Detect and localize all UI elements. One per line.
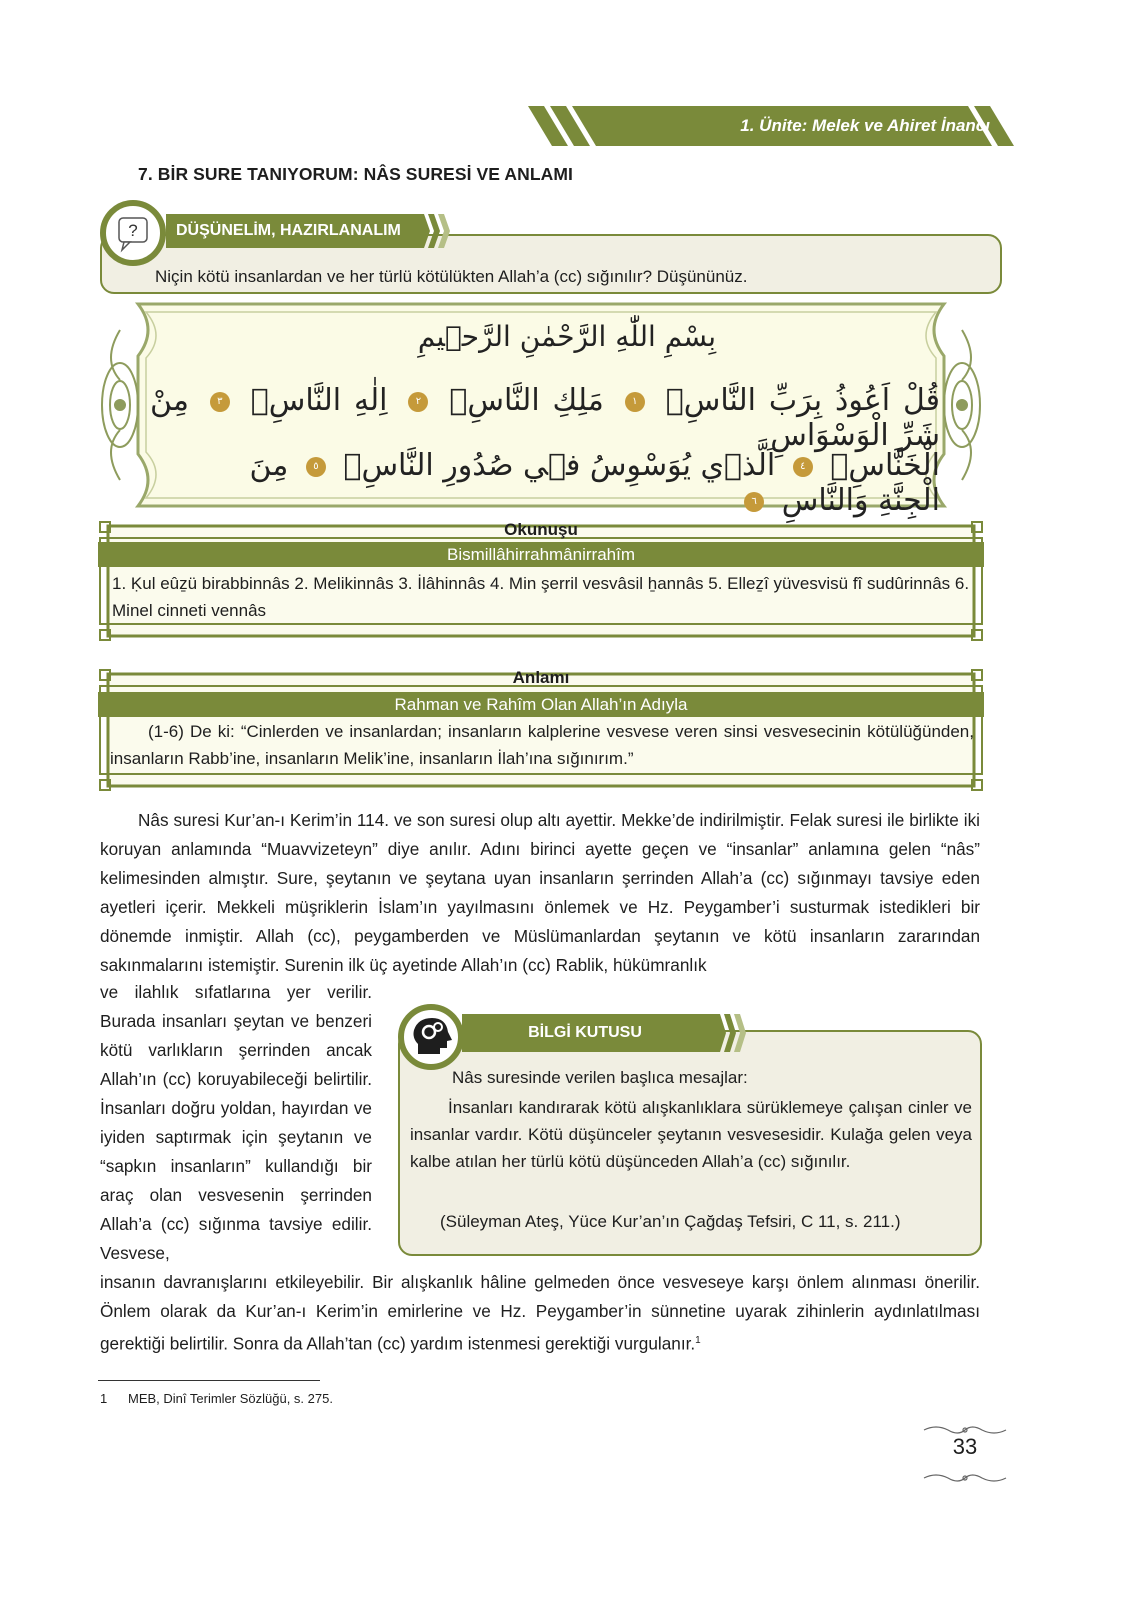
ayah-3: اِلٰهِ النَّاسِۙ (250, 383, 388, 418)
ayah-number-2: ٢ (408, 392, 428, 412)
meaning-title: Anlamı (512, 668, 570, 687)
ayah-5: اَلَّذ۪ي يُوَسْوِسُ ف۪ي صُدُورِ النَّاسِۙ (343, 448, 776, 483)
ayah-4-end: الْخَنَّاسِۙ (830, 448, 940, 483)
body-paragraph-top: Nâs suresi Kur’an-ı Kerim’in 114. ve son suresi olup altı ayettir. Mekke’de indirilmiştir. Felak suresi ile birlikte iki koruyan anlamında “Muavvizeteyn” diye anılır. Adını birinci ayette geçen ve “insanlar” anlamına gelen “nâs” kelimesinden almıştır. Sure, şeytanın ve şeytana uyan insanların şerrinden Allah’a (cc) sığınmayı tavsiye eden ayetleri içerir. Mekkeli müşriklerin İslam’ın yayılmasını önlemek ve Hz. Peygamber’i susturmak istedikleri bir dönemde inmiştir. Allah (cc), peygamberden ve Müslümanlardan şeytanın ve kötü insanların zararından sakınmalarını istemiştir. Surenin ilk üç ayetinde Allah’ın (cc) Rablik, hükümranlık (100, 810, 980, 975)
body-bottom-text: insanın davranışlarını etkileyebilir. Bir alışkanlık hâline gelmeden önce vesveseye karşı önlem alınması önerilir. Önlem olarak da Kur’an-ı Kerim’in emirlerine ve Hz. Peygamber’in sünnetine uyarak zihinlerin aydınlatılması gerektiği belirtilir. Sonra da Allah’tan (cc) yardım istenmesi gerektiği vurgulanır. (100, 1272, 980, 1354)
info-source: (Süleyman Ateş, Yüce Kur’an’ın Çağdaş Tefsiri, C 11, s. 211.) (440, 1212, 901, 1231)
ayah-number-4: ٤ (793, 457, 813, 477)
reading-title: Okunuşu (504, 520, 578, 539)
question-bubble-icon (106, 206, 160, 260)
ayah-line-2 (200, 448, 940, 518)
unit-title: 1. Ünite: Melek ve Ahiret İnancı (740, 116, 990, 135)
think-question: Niçin kötü insanlardan ve her türlü kötülükten Allah’a (cc) sığınılır? Düşününüz. (155, 267, 748, 286)
question-mark: ? (128, 221, 138, 240)
think-icon-circle (100, 200, 166, 266)
ayah-2: مَلِكِ النَّاسِۙ (449, 383, 604, 418)
footnote-ref[interactable]: 1 (695, 1335, 701, 1346)
footnote-rule (98, 1380, 320, 1381)
info-icon-circle (398, 1004, 464, 1070)
ayah-6: مِنَ الْجِنَّةِ وَالنَّاسِ (249, 448, 940, 518)
think-title: DÜŞÜNELİM, HAZIRLANALIM (176, 222, 401, 239)
ayah-1: قُلْ اَعُوذُ بِرَبِّ النَّاسِۙ (665, 383, 941, 418)
reading-basmala-bar: Bismillâhirrahmânirrahîm (98, 542, 984, 567)
info-lead: Nâs suresinde verilen başlıca mesajlar: (452, 1068, 748, 1087)
meaning-text: (1-6) De ki: “Cinlerden ve insanlardan; insanların kalplerine vesvese veren sinsi vesvesecinin kötülüğünden, insanların Rabb’ine, insanların Melik’ine, insanların İlah’ına sığınırım.” (110, 722, 974, 768)
ayah-number-1: ١ (625, 392, 645, 412)
meaning-basmala-bar: Rahman ve Rahîm Olan Allah’ın Adıyla (98, 692, 984, 717)
footnote-number: 1 (100, 1391, 108, 1406)
section-title: 7. BİR SURE TANIYORUM: NÂS SURESİ VE ANLAMI (138, 164, 574, 184)
ayah-number-5: ٥ (306, 457, 326, 477)
info-text: İnsanları kandırarak kötü alışkanlıklara sürüklemeye çalışan cinler ve insanlar vardır. Kötü düşünceler şeytanın vesvesesidir. Kulağa gelen veya kalbe atılan her türlü kötü düşünceden Allah’a (cc) sığınılır. (410, 1098, 972, 1171)
ayah-4-start: مِنْ شَرِّ الْوَسْوَاسِ (150, 383, 940, 453)
reading-text: 1. Ḳul eûẕü birabbinnâs 2. Melikinnâs 3. İlâhinnâs 4. Min şerril vesvâsil ẖannâs 5. Elleẕî yüvesvisü fî sudûrinnâs 6. Minel cinneti vennâs (112, 574, 970, 620)
ayah-line-1 (150, 383, 940, 453)
footnote-text: MEB, Dinî Terimler Sözlüğü, s. 275. (128, 1391, 333, 1406)
basmala: بِسْمِ اللّٰهِ الرَّحْمٰنِ الرَّح۪يمِ (417, 320, 717, 353)
head-gears-icon (404, 1010, 458, 1064)
info-title: BİLGİ KUTUSU (528, 1024, 642, 1041)
page-number: 33 (952, 1434, 978, 1459)
ayah-number-6: ٦ (744, 492, 764, 512)
body-paragraph-left: ve ilahlık sıfatlarına yer verilir. Burada insanları şeytan ve benzeri kötü varlıkların şerrinden ancak Allah’ın (cc) koruyabileceği belirtilir. İnsanları doğru yoldan, hayırdan ve iyiden saptırmak için şeytanın ve “sapkın insanların” kullandığı bir araç olan vesvesenin şerrinden Allah’a (cc) sığınma tavsiye edilir. Vesvese, (100, 982, 372, 1263)
body-paragraph-bottom (100, 1268, 980, 1359)
ayah-number-3: ٣ (210, 392, 230, 412)
